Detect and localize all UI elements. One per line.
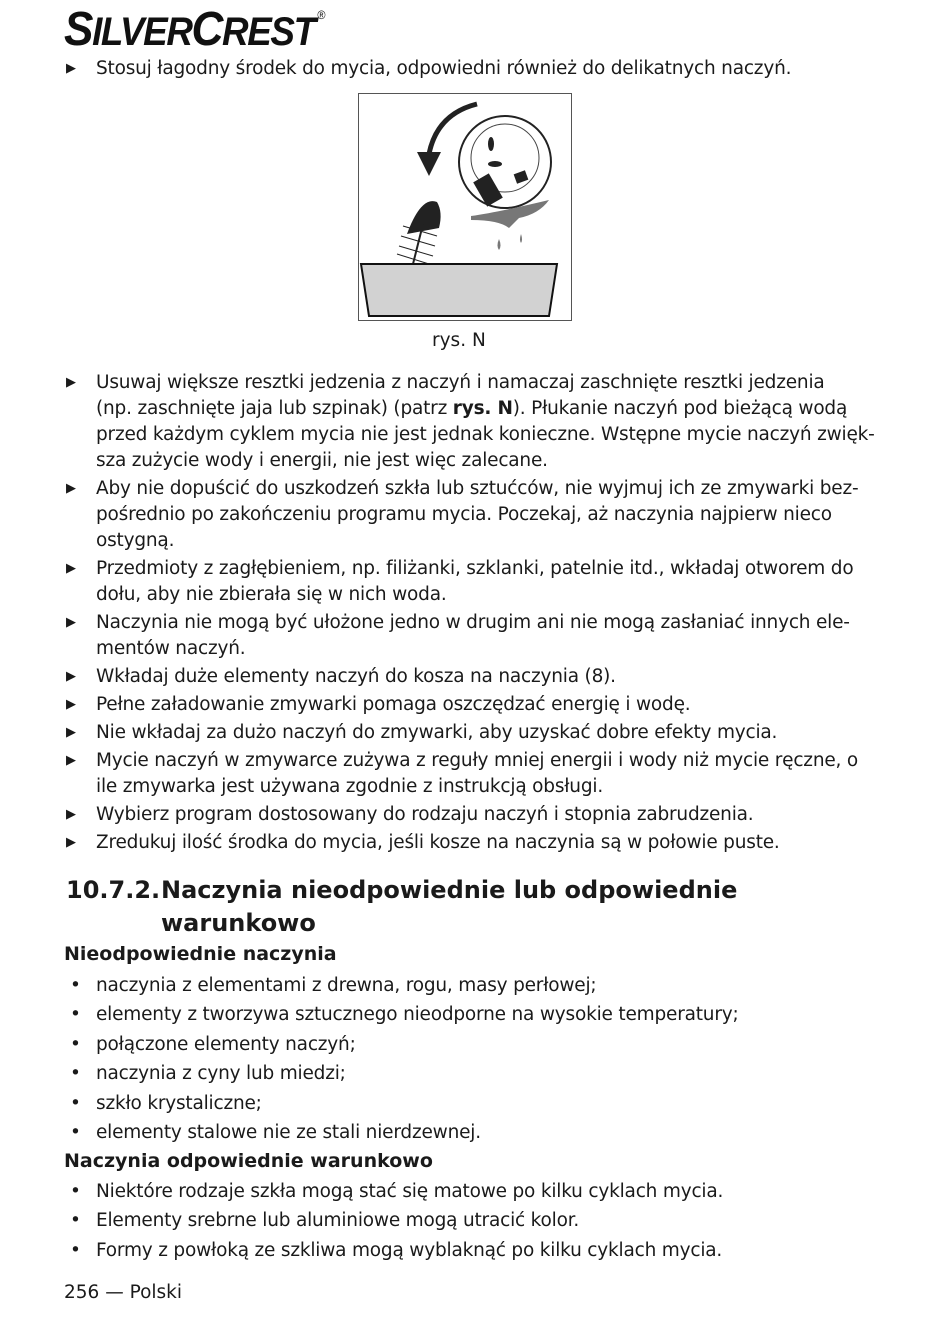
list-item: • Elementy srebrne lub aluminiowe mogą utracić kolor. (66, 1206, 723, 1235)
list-item: • naczynia z elementami z drewna, rogu, masy perłowej; (66, 971, 739, 1000)
list-item: • Formy z powłoką ze szkliwa mogą wyblaknąć po kilku cyklach mycia. (66, 1236, 723, 1265)
figure-reference: rys. N (452, 398, 513, 419)
bullet-dot-icon: • (70, 1092, 81, 1114)
figure-caption: rys. N (432, 330, 486, 351)
conditional-list (66, 1177, 723, 1265)
arrow-marker-icon: ▶ (66, 669, 76, 684)
bullet-dot-icon: • (70, 1063, 81, 1085)
arrow-marker-icon: ▶ (66, 481, 76, 496)
arrow-marker-icon: ▶ (66, 835, 76, 850)
list-item: • szkło krystaliczne; (66, 1089, 739, 1118)
bullet-item: ▶ Naczynia nie mogą być ułożone jedno w drugim ani nie mogą zasłaniać innych ele- mentów naczyń. (66, 612, 850, 659)
bullet-dot-icon: • (70, 975, 81, 996)
intro-bullet-list (66, 56, 866, 84)
arrow-marker-icon: ▶ (66, 615, 76, 630)
arrow-marker-icon: ▶ (66, 807, 76, 822)
unsuitable-list (66, 971, 739, 1147)
arrow-marker-icon: ▶ (66, 561, 76, 576)
bullet-item: ▶ Pełne załadowanie zmywarki pomaga oszczędzać energię i wodę. (66, 692, 866, 718)
bullet-item: ▶ Wybierz program dostosowany do rodzaju naczyń i stopnia zabrudzenia. (66, 802, 866, 828)
list-item: • połączone elementy naczyń; (66, 1030, 739, 1059)
bullet-item: ▶ Nie wkładaj za dużo naczyń do zmywarki, aby uzyskać dobre efekty mycia. (66, 720, 866, 746)
list-item: • naczynia z cyny lub miedzi; (66, 1059, 739, 1088)
silvercrest-logo: SILVERCREST ® (64, 3, 325, 56)
tips-bullet-list (66, 370, 875, 858)
arrow-marker-icon: ▶ (66, 61, 76, 76)
bullet-item: ▶ Mycie naczyń w zmywarce zużywa z reguły mniej energii i wody niż mycie ręczne, o ile zmywarka jest używana zgodnie z instrukcją obsługi. (66, 750, 859, 797)
bullet-item: ▶ Zredukuj ilość środka do mycia, jeśli kosze na naczynia są w połowie puste. (66, 830, 866, 856)
page-footer: 256 — Polski (64, 1282, 183, 1303)
arrow-marker-icon: ▶ (66, 753, 76, 768)
bullet-dot-icon: • (70, 1239, 81, 1261)
subheading-unsuitable: Nieodpowiednie naczynia (64, 943, 337, 965)
figure-rinsing-illustration (358, 93, 572, 321)
bullet-item: ▶ Stosuj łagodny środek do mycia, odpowiedni również do delikatnych naczyń. (66, 56, 866, 82)
bullet-dot-icon: • (70, 1033, 81, 1055)
subheading-conditional: Naczynia odpowiednie warunkowo (64, 1150, 433, 1172)
list-item: • elementy z tworzywa sztucznego nieodporne na wysokie temperatury; (66, 1000, 739, 1029)
dish-scraping-illustration (359, 94, 571, 320)
bullet-dot-icon: • (70, 1181, 81, 1202)
arrow-marker-icon: ▶ (66, 697, 76, 712)
bullet-item: ▶ Przedmioty z zagłębieniem, np. filiżanki, szklanki, patelnie itd., wkładaj otworem do dołu, aby nie zbierała się w nich woda. (66, 558, 854, 605)
arrow-marker-icon: ▶ (66, 725, 76, 740)
section-heading: 10.7.2.Naczynia nieodpowiednie lub odpowiednie warunkowo (66, 876, 738, 937)
bullet-dot-icon: • (70, 1210, 81, 1232)
arrow-marker-icon: ▶ (66, 375, 76, 390)
bullet-item: ▶ Wkładaj duże elementy naczyń do kosza na naczynia (8). (66, 664, 866, 690)
bullet-item: ▶ Usuwaj większe resztki jedzenia z naczyń i namaczaj zaschnięte resztki jedzenia (np. zaschnięte jaja lub szpinak) (patrz rys. N). Płukanie naczyń pod bieżącą wodą przed każdym cyklem mycia nie jest jednak konieczne. Wstępne mycie naczyń zwięk- sza zużycie wody i energii, nie jest więc zalecane. (66, 372, 875, 471)
list-item: • elementy stalowe nie ze stali nierdzewnej. (66, 1118, 739, 1147)
bullet-dot-icon: • (70, 1122, 81, 1144)
bullet-item: ▶ Aby nie dopuścić do uszkodzeń szkła lub sztućców, nie wyjmuj ich ze zmywarki bez- pośrednio po zakończeniu programu mycia. Poczekaj, aż naczynia najpierw nieco ostygną. (66, 478, 859, 551)
list-item: • Niektóre rodzaje szkła mogą stać się matowe po kilku cyklach mycia. (66, 1177, 723, 1206)
bullet-dot-icon: • (70, 1004, 81, 1026)
